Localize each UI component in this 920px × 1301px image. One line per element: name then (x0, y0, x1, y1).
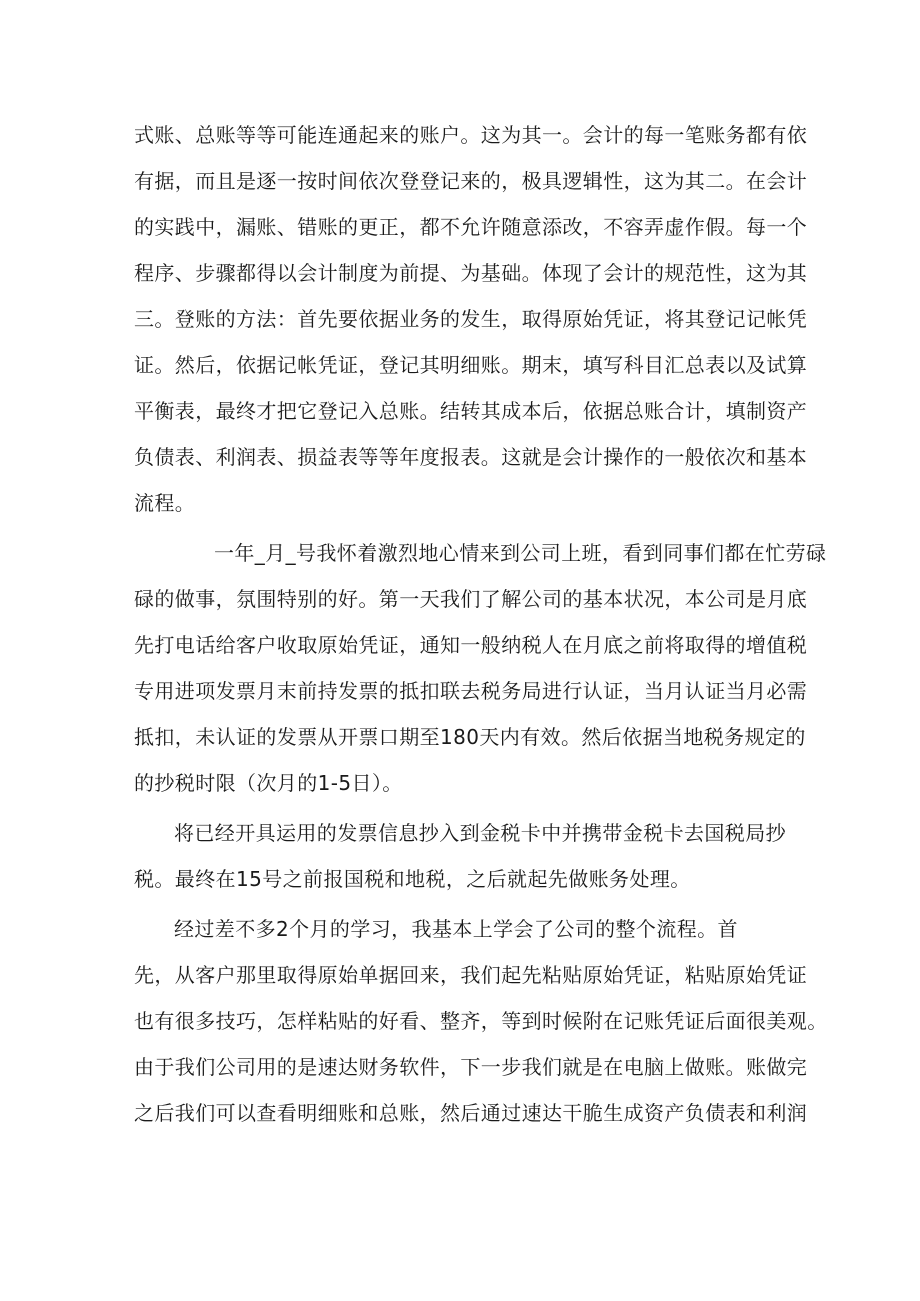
text-line: 碌的做事，氛围特别的好。第一天我们了解公司的基本状况，本公司是月底 (134, 587, 808, 611)
text-line: 一年_月_号我怀着激烈地心情来到公司上班，看到同事们都在忙劳碌 (214, 541, 827, 565)
text-line: 流程。 (134, 491, 196, 515)
text-line: 式账、总账等等可能连通起来的账户。这为其一。会计的每一笔账务都有依 (134, 123, 808, 147)
text-line: 先，从客户那里取得原始单据回来，我们起先粘贴原始凭证，粘贴原始凭证 (134, 963, 808, 987)
paragraph-2 (134, 530, 827, 806)
text-line: 程序、步骤都得以会计制度为前提、为基础。体现了会计的规范性，这为其 (134, 261, 808, 285)
text-line: 经过差不多2个月的学习，我基本上学会了公司的整个流程。首 (174, 917, 738, 941)
text-line: 税。最终在15号之前报国税和地税，之后就起先做账务处理。 (134, 867, 691, 891)
text-line: 负债表、利润表、损益表等等年度报表。这就是会计操作的一般依次和基本 (134, 445, 808, 469)
text-line: 的抄税时限（次月的1-5日）。 (134, 771, 403, 795)
paragraph-1 (134, 112, 808, 526)
text-line: 三。登账的方法：首先要依据业务的发生，取得原始凭证，将其登记记帐凭 (134, 307, 808, 331)
text-line: 平衡表，最终才把它登记入总账。结转其成本后，依据总账合计，填制资产 (134, 399, 808, 423)
paragraph-4 (134, 906, 828, 1136)
text-line: 抵扣，未认证的发票从开票口期至180天内有效。然后依据当地税务规定的 (134, 725, 806, 749)
text-line: 专用进项发票月末前持发票的抵扣联去税务局进行认证，当月认证当月必需 (134, 679, 808, 703)
text-line: 有据，而且是逐一按时间依次登登记来的，极具逻辑性，这为其二。在会计 (134, 169, 808, 193)
text-line: 之后我们可以查看明细账和总账，然后通过速达干脆生成资产负债表和利润 (134, 1101, 808, 1125)
text-line: 由于我们公司用的是速达财务软件，下一步我们就是在电脑上做账。账做完 (134, 1055, 808, 1079)
body-text (134, 112, 828, 1140)
paragraph-3 (134, 810, 794, 902)
text-line: 将已经开具运用的发票信息抄入到金税卡中并携带金税卡去国税局抄 (174, 821, 786, 845)
text-line: 先打电话给客户收取原始凭证，通知一般纳税人在月底之前将取得的增值税 (134, 633, 808, 657)
text-line: 的实践中，漏账、错账的更正，都不允许随意添改，不容弄虚作假。每一个 (134, 215, 808, 239)
text-line: 证。然后，依据记帐凭证，登记其明细账。期末，填写科目汇总表以及试算 (134, 353, 808, 377)
text-line: 也有很多技巧，怎样粘贴的好看、整齐，等到时候附在记账凭证后面很美观。 (134, 1009, 828, 1033)
